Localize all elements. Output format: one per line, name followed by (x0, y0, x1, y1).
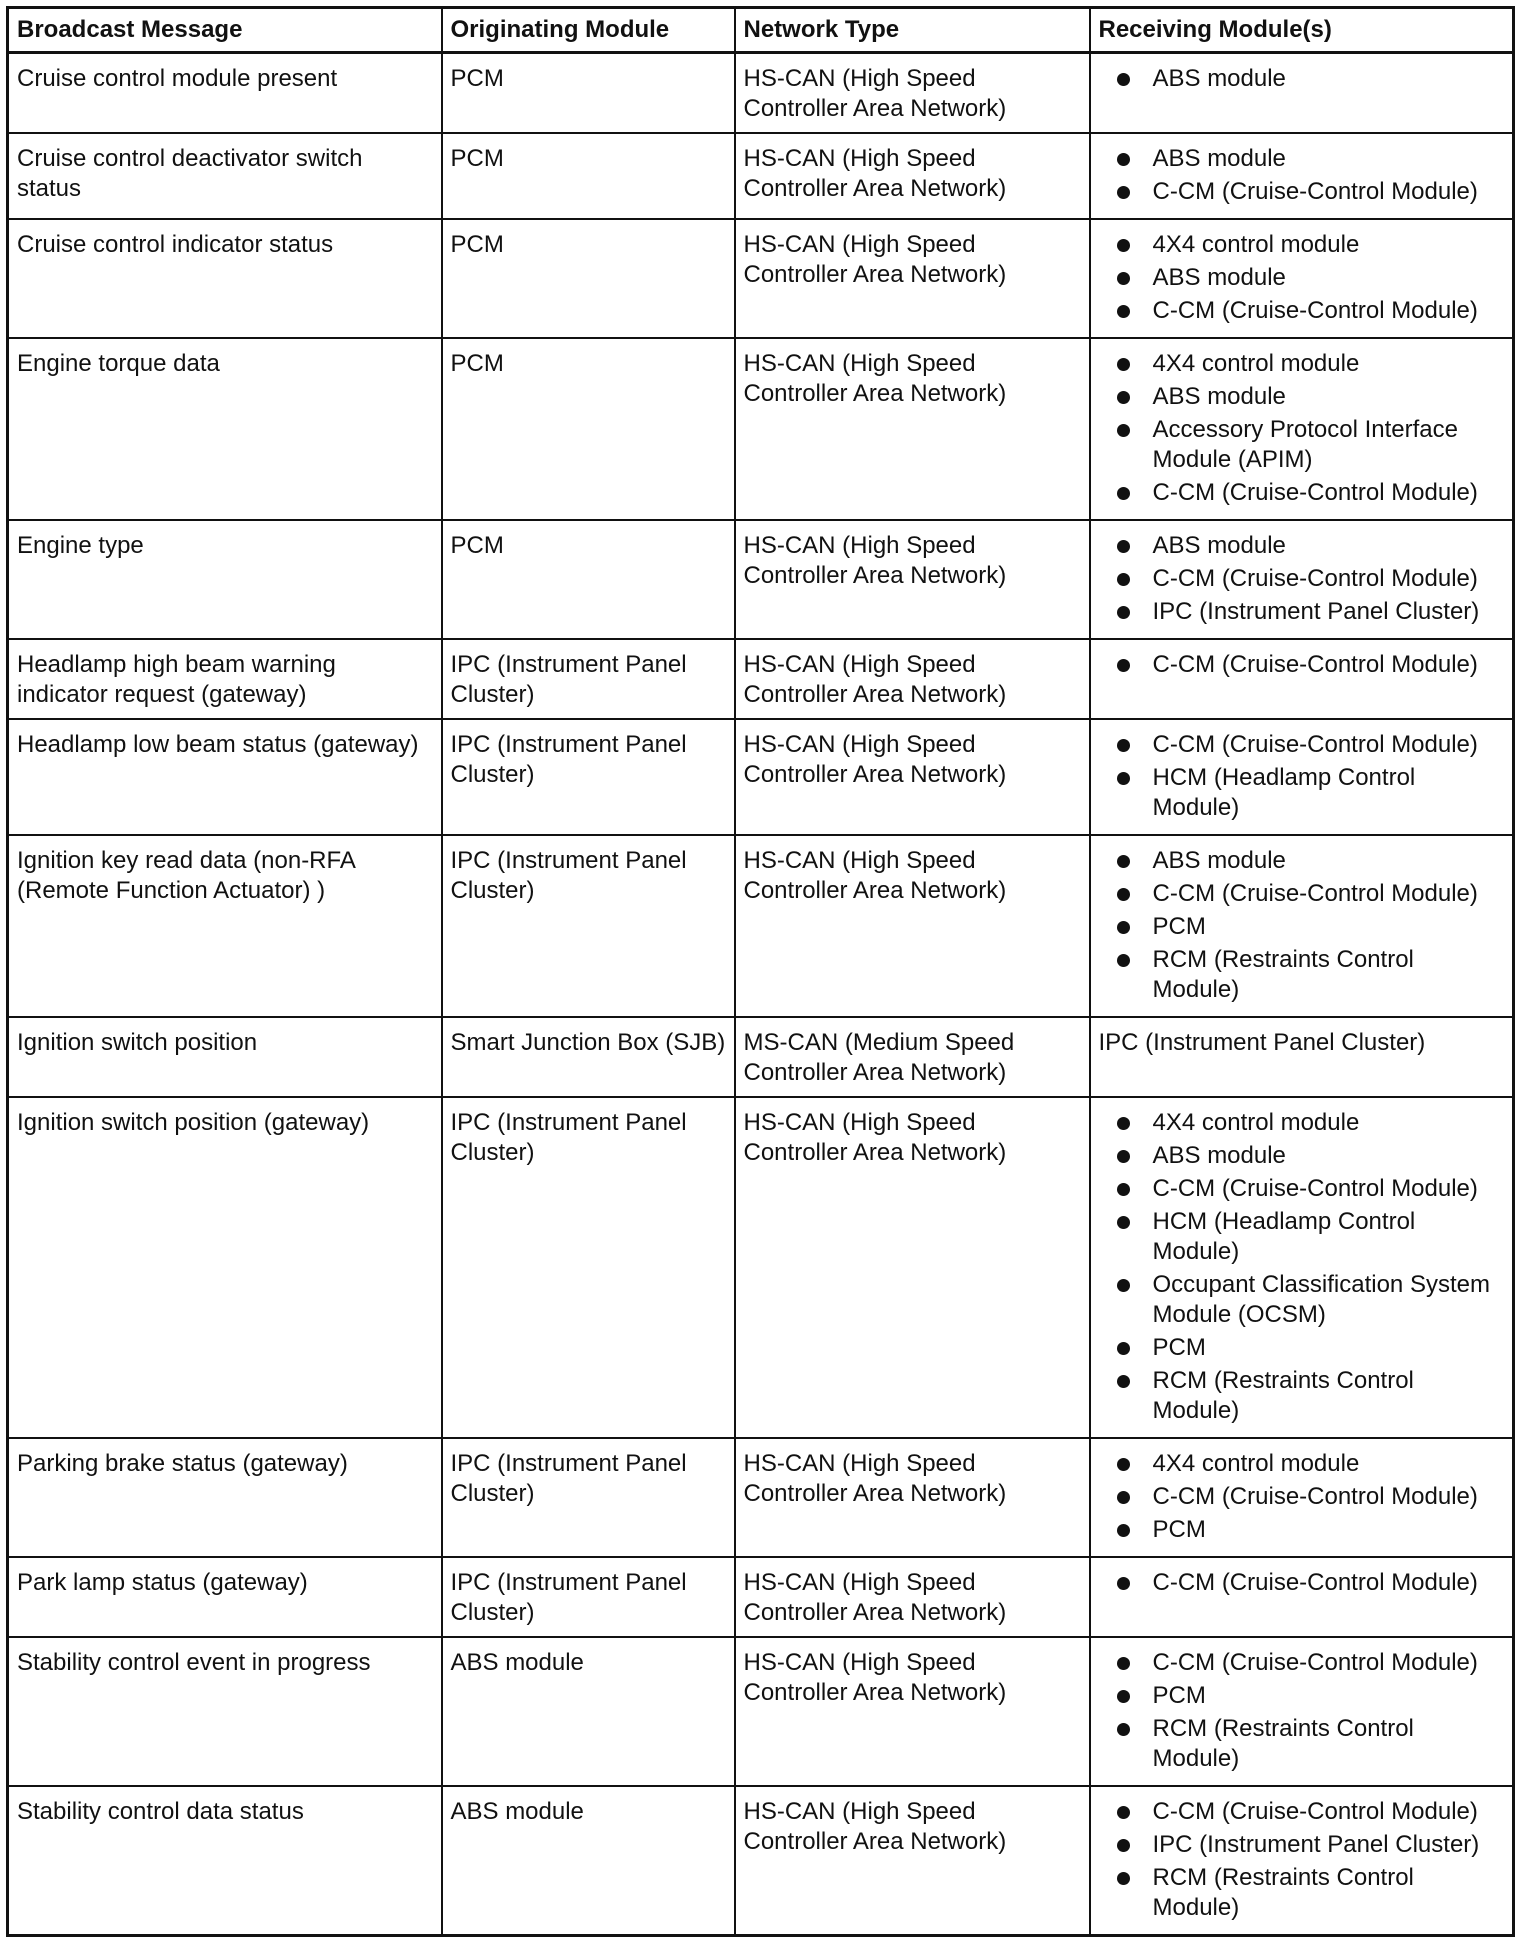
originating-module-cell: IPC (Instrument Panel Cluster) (442, 719, 735, 835)
document-page (6, 6, 1515, 1937)
originating-module-cell: ABS module (442, 1786, 735, 1936)
receiving-modules-list (1099, 230, 1505, 326)
receiving-module-item (1099, 846, 1505, 876)
table-row (8, 1557, 1514, 1637)
receiving-module-item (1099, 263, 1505, 293)
receiving-module-item (1099, 1797, 1505, 1827)
table-row (8, 1438, 1514, 1557)
bullet-icon (1117, 954, 1130, 967)
broadcast-message-cell: Engine torque data (8, 338, 442, 520)
receiving-modules-cell (1090, 53, 1514, 134)
network-type-cell: HS-CAN (High Speed Controller Area Network) (735, 719, 1090, 835)
receiving-module-item (1099, 1863, 1505, 1923)
receiving-module-label: Accessory Protocol Interface Module (APIM) (1152, 416, 1458, 473)
broadcast-message-cell: Ignition key read data (non-RFA (Remote Function Actuator) ) (8, 835, 442, 1017)
receiving-module-label: 4X4 control module (1152, 350, 1360, 377)
receiving-module-item (1099, 1714, 1505, 1774)
receiving-module-label: C-CM (Cruise-Control Module) (1152, 479, 1478, 506)
broadcast-message-cell: Cruise control deactivator switch status (8, 133, 442, 219)
receiving-modules-cell (1090, 1438, 1514, 1557)
receiving-module-item (1099, 230, 1505, 260)
receiving-module-label: RCM (Restraints Control Module) (1152, 946, 1414, 1003)
receiving-module-label: C-CM (Cruise-Control Module) (1152, 565, 1478, 592)
receiving-module-label: 4X4 control module (1152, 1450, 1360, 1477)
bullet-icon (1117, 606, 1130, 619)
bullet-icon (1117, 540, 1130, 553)
table-row (8, 1097, 1514, 1438)
broadcast-message-cell: Cruise control indicator status (8, 219, 442, 338)
receiving-modules-list (1099, 349, 1505, 508)
receiving-module-item (1099, 1830, 1505, 1860)
broadcast-message-cell: Engine type (8, 520, 442, 639)
receiving-module-label: ABS module (1152, 264, 1286, 291)
receiving-module-label: ABS module (1152, 145, 1286, 172)
network-type-cell: HS-CAN (High Speed Controller Area Network) (735, 338, 1090, 520)
originating-module-cell: IPC (Instrument Panel Cluster) (442, 1438, 735, 1557)
receiving-module-label: RCM (Restraints Control Module) (1152, 1367, 1414, 1424)
receiving-module-label: C-CM (Cruise-Control Module) (1152, 297, 1478, 324)
broadcast-message-cell: Parking brake status (gateway) (8, 1438, 442, 1557)
receiving-module-item (1099, 730, 1505, 760)
receiving-modules-cell (1090, 719, 1514, 835)
table-body (8, 53, 1514, 1936)
bullet-icon (1117, 272, 1130, 285)
receiving-module-item (1099, 879, 1505, 909)
receiving-module-item (1099, 597, 1505, 627)
network-type-cell: HS-CAN (High Speed Controller Area Network) (735, 835, 1090, 1017)
receiving-modules-list (1099, 1449, 1505, 1545)
receiving-module-label: PCM (1152, 1682, 1206, 1709)
broadcast-message-cell: Headlamp high beam warning indicator request (gateway) (8, 639, 442, 719)
bullet-icon (1117, 1375, 1130, 1388)
receiving-module-label: ABS module (1152, 847, 1286, 874)
receiving-module-label: ABS module (1152, 1142, 1286, 1169)
broadcast-message-cell: Cruise control module present (8, 53, 442, 134)
receiving-module-item (1099, 1207, 1505, 1267)
originating-module-cell: PCM (442, 133, 735, 219)
receiving-module-item (1099, 763, 1505, 823)
receiving-module-label: 4X4 control module (1152, 231, 1360, 258)
bullet-icon (1117, 921, 1130, 934)
receiving-modules-list (1099, 144, 1505, 207)
bullet-icon (1117, 573, 1130, 586)
table-row (8, 1786, 1514, 1936)
bullet-icon (1117, 1491, 1130, 1504)
broadcast-message-cell: Stability control data status (8, 1786, 442, 1936)
receiving-module-item (1099, 531, 1505, 561)
receiving-modules-cell (1090, 835, 1514, 1017)
bullet-icon (1117, 305, 1130, 318)
originating-module-cell: PCM (442, 338, 735, 520)
bullet-icon (1117, 186, 1130, 199)
receiving-modules-list (1099, 730, 1505, 823)
originating-module-cell: IPC (Instrument Panel Cluster) (442, 1097, 735, 1438)
receiving-module-item (1099, 945, 1505, 1005)
receiving-module-item (1099, 64, 1505, 94)
originating-module-cell: IPC (Instrument Panel Cluster) (442, 639, 735, 719)
network-type-cell: HS-CAN (High Speed Controller Area Network) (735, 639, 1090, 719)
receiving-module-item (1099, 1568, 1505, 1598)
bullet-icon (1117, 855, 1130, 868)
receiving-module-label: HCM (Headlamp Control Module) (1152, 1208, 1416, 1265)
table-row (8, 835, 1514, 1017)
bullet-icon (1117, 1806, 1130, 1819)
receiving-module-item (1099, 564, 1505, 594)
originating-module-cell: Smart Junction Box (SJB) (442, 1017, 735, 1097)
bullet-icon (1117, 659, 1130, 672)
receiving-module-item (1099, 1482, 1505, 1512)
network-type-cell: HS-CAN (High Speed Controller Area Network) (735, 1438, 1090, 1557)
receiving-module-item (1099, 1449, 1505, 1479)
bullet-icon (1117, 1216, 1130, 1229)
table-row (8, 719, 1514, 835)
receiving-module-item (1099, 478, 1505, 508)
receiving-module-item (1099, 1681, 1505, 1711)
bullet-icon (1117, 1183, 1130, 1196)
network-type-cell: HS-CAN (High Speed Controller Area Network) (735, 133, 1090, 219)
bullet-icon (1117, 888, 1130, 901)
receiving-modules-cell (1090, 1786, 1514, 1936)
receiving-modules-list (1099, 64, 1505, 94)
bullet-icon (1117, 1839, 1130, 1852)
header-broadcast-message: Broadcast Message (8, 8, 442, 53)
table-row (8, 338, 1514, 520)
broadcast-message-cell: Ignition switch position (gateway) (8, 1097, 442, 1438)
receiving-modules-cell (1090, 520, 1514, 639)
bullet-icon (1117, 1690, 1130, 1703)
bullet-icon (1117, 1150, 1130, 1163)
receiving-module-label: PCM (1152, 1334, 1206, 1361)
receiving-module-label: IPC (Instrument Panel Cluster) (1152, 1831, 1480, 1858)
network-type-cell: HS-CAN (High Speed Controller Area Network) (735, 1637, 1090, 1786)
table-row (8, 133, 1514, 219)
broadcast-message-cell: Ignition switch position (8, 1017, 442, 1097)
bullet-icon (1117, 358, 1130, 371)
bullet-icon (1117, 772, 1130, 785)
originating-module-cell: ABS module (442, 1637, 735, 1786)
network-type-cell: HS-CAN (High Speed Controller Area Network) (735, 1097, 1090, 1438)
table-row (8, 520, 1514, 639)
table-header-row (8, 8, 1514, 53)
receiving-module-item (1099, 144, 1505, 174)
receiving-module-item (1099, 296, 1505, 326)
bullet-icon (1117, 1577, 1130, 1590)
receiving-module-item (1099, 1648, 1505, 1678)
receiving-module-item (1099, 1141, 1505, 1171)
receiving-modules-list (1099, 1797, 1505, 1923)
receiving-module-label: RCM (Restraints Control Module) (1152, 1715, 1414, 1772)
bullet-icon (1117, 739, 1130, 752)
originating-module-cell: PCM (442, 219, 735, 338)
table-row (8, 1637, 1514, 1786)
network-type-cell: MS-CAN (Medium Speed Controller Area Network) (735, 1017, 1090, 1097)
receiving-modules-list (1099, 531, 1505, 627)
network-type-cell: HS-CAN (High Speed Controller Area Network) (735, 53, 1090, 134)
bullet-icon (1117, 73, 1130, 86)
broadcast-message-table (6, 6, 1515, 1937)
network-type-cell: HS-CAN (High Speed Controller Area Network) (735, 1557, 1090, 1637)
receiving-module-item (1099, 1270, 1505, 1330)
receiving-module-label: C-CM (Cruise-Control Module) (1152, 731, 1478, 758)
network-type-cell: HS-CAN (High Speed Controller Area Network) (735, 1786, 1090, 1936)
broadcast-message-cell: Park lamp status (gateway) (8, 1557, 442, 1637)
receiving-module-label: IPC (Instrument Panel Cluster) (1152, 598, 1480, 625)
broadcast-message-cell: Stability control event in progress (8, 1637, 442, 1786)
broadcast-message-cell: Headlamp low beam status (gateway) (8, 719, 442, 835)
receiving-modules-list (1099, 650, 1505, 680)
receiving-module-item (1099, 1108, 1505, 1138)
receiving-modules-cell (1090, 133, 1514, 219)
receiving-module-label: ABS module (1152, 383, 1286, 410)
bullet-icon (1117, 1279, 1130, 1292)
receiving-module-item (1099, 1174, 1505, 1204)
receiving-module-item (1099, 177, 1505, 207)
bullet-icon (1117, 239, 1130, 252)
bullet-icon (1117, 1342, 1130, 1355)
bullet-icon (1117, 1657, 1130, 1670)
bullet-icon (1117, 487, 1130, 500)
bullet-icon (1117, 424, 1130, 437)
receiving-module-label: C-CM (Cruise-Control Module) (1152, 1483, 1478, 1510)
header-originating-module: Originating Module (442, 8, 735, 53)
table-row (8, 53, 1514, 134)
receiving-module-item (1099, 912, 1505, 942)
receiving-module-label: C-CM (Cruise-Control Module) (1152, 651, 1478, 678)
receiving-modules-cell (1090, 1017, 1514, 1097)
receiving-module-label: ABS module (1152, 532, 1286, 559)
receiving-module-item (1099, 1333, 1505, 1363)
table-row (8, 219, 1514, 338)
receiving-module-item (1099, 1515, 1505, 1545)
receiving-module-label: 4X4 control module (1152, 1109, 1360, 1136)
table-row (8, 1017, 1514, 1097)
bullet-icon (1117, 1723, 1130, 1736)
header-receiving-modules: Receiving Module(s) (1090, 8, 1514, 53)
receiving-module-item (1099, 650, 1505, 680)
bullet-icon (1117, 1524, 1130, 1537)
bullet-icon (1117, 153, 1130, 166)
bullet-icon (1117, 1117, 1130, 1130)
originating-module-cell: PCM (442, 53, 735, 134)
originating-module-cell: IPC (Instrument Panel Cluster) (442, 835, 735, 1017)
receiving-module-label: PCM (1152, 913, 1206, 940)
network-type-cell: HS-CAN (High Speed Controller Area Network) (735, 520, 1090, 639)
bullet-icon (1117, 1458, 1130, 1471)
receiving-module-label: C-CM (Cruise-Control Module) (1152, 1569, 1478, 1596)
receiving-modules-list (1099, 1108, 1505, 1426)
receiving-modules-cell (1090, 1097, 1514, 1438)
receiving-module-item (1099, 382, 1505, 412)
receiving-module-label: C-CM (Cruise-Control Module) (1152, 1798, 1478, 1825)
receiving-modules-list (1099, 846, 1505, 1005)
receiving-module-label: IPC (Instrument Panel Cluster) (1098, 1029, 1426, 1056)
originating-module-cell: IPC (Instrument Panel Cluster) (442, 1557, 735, 1637)
receiving-module-label: RCM (Restraints Control Module) (1152, 1864, 1414, 1921)
receiving-module-label: C-CM (Cruise-Control Module) (1152, 1649, 1478, 1676)
receiving-module-label: C-CM (Cruise-Control Module) (1152, 880, 1478, 907)
bullet-icon (1117, 391, 1130, 404)
receiving-module-label: ABS module (1152, 65, 1286, 92)
receiving-module-item (1099, 349, 1505, 379)
originating-module-cell: PCM (442, 520, 735, 639)
receiving-modules-list (1099, 1648, 1505, 1774)
receiving-module-label: C-CM (Cruise-Control Module) (1152, 1175, 1478, 1202)
receiving-module-item (1099, 415, 1505, 475)
receiving-modules-cell (1090, 639, 1514, 719)
receiving-modules-cell (1090, 219, 1514, 338)
header-network-type: Network Type (735, 8, 1090, 53)
receiving-modules-list (1099, 1568, 1505, 1598)
network-type-cell: HS-CAN (High Speed Controller Area Network) (735, 219, 1090, 338)
receiving-module-item (1099, 1366, 1505, 1426)
table-row (8, 639, 1514, 719)
receiving-modules-cell (1090, 1637, 1514, 1786)
receiving-module-label: Occupant Classification System Module (OCSM) (1152, 1271, 1490, 1328)
receiving-module-label: HCM (Headlamp Control Module) (1152, 764, 1416, 821)
receiving-module-label: PCM (1152, 1516, 1206, 1543)
receiving-modules-cell (1090, 1557, 1514, 1637)
receiving-module-label: C-CM (Cruise-Control Module) (1152, 178, 1478, 205)
bullet-icon (1117, 1872, 1130, 1885)
receiving-modules-cell (1090, 338, 1514, 520)
